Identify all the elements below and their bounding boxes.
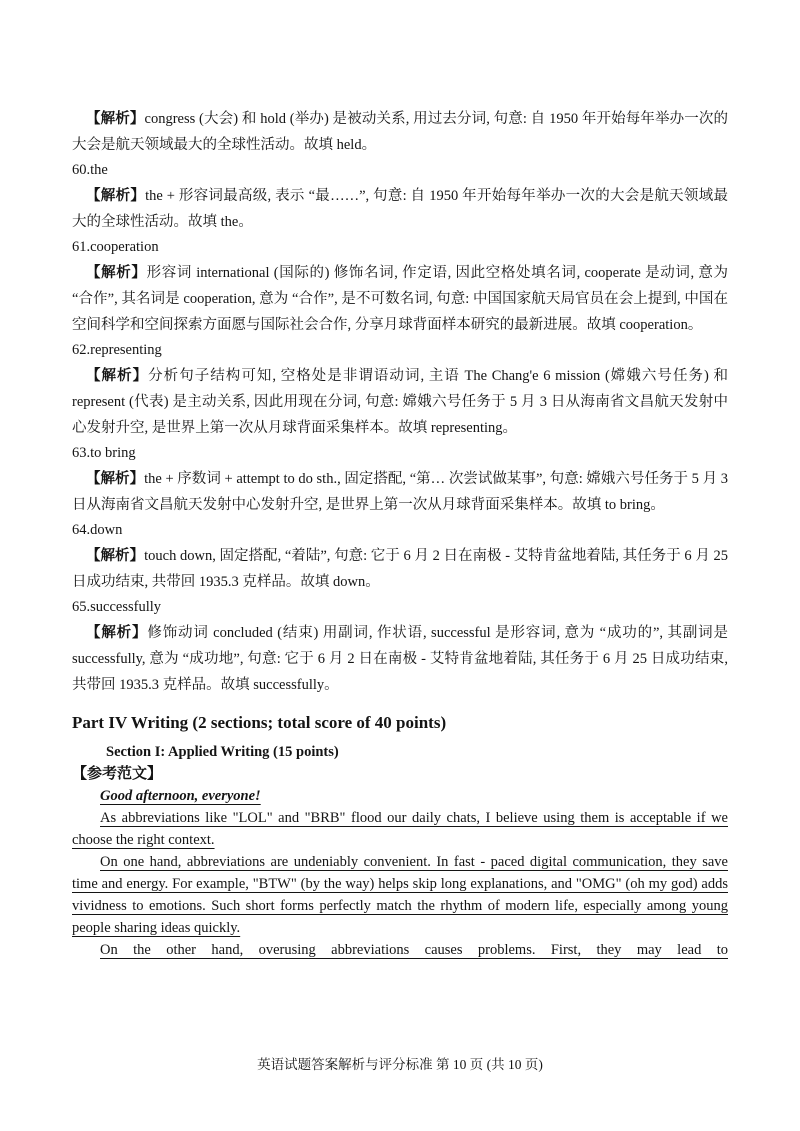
analysis-text: the + 形容词最高级, 表示 “最……”, 句意: 自 1950 年开始每年举办一次的大会是航天领域最大的全球性活动。故填 the。 <box>72 188 728 230</box>
analysis-text: congress (大会) 和 hold (举办) 是被动关系, 用过去分词, 句意: 自 1950 年开始每年举办一次的大会是航天领域最大的全球性活动。故填 held。 <box>72 111 729 153</box>
sample-essay <box>72 785 728 961</box>
essay-paragraph: As abbreviations like "LOL" and "BRB" flood our daily chats, I believe using them is acceptable if we choose the right context. <box>72 810 728 848</box>
essay-paragraph: On the other hand, overusing abbreviations causes problems. First, they may lead to <box>100 942 728 958</box>
answer-label: 60.the <box>72 162 108 178</box>
analysis-text: 分析句子结构可知, 空格处是非谓语动词, 主语 The Chang'e 6 mission (嫦娥六号任务) 和 represent (代表) 是主动关系, 因此用现在分词, 句意: 嫦娥六号任务于 5 月 3 日从海南省文昌航天发射中心发射升空, 是世界上第一次从月球背面采集样本。故填 representing。 <box>72 368 728 436</box>
sample-essay-label: 【参考范文】 <box>72 766 163 782</box>
analysis-text: 形容词 international (国际的) 修饰名词, 作定语, 因此空格处填名词, cooperate 是动词, 意为 “合作”, 其名词是 cooperation, 意为 “合作”, 是不可数名词, 句意: 中国国家航天局官员在会上提到, 中国在空间科学和空间探索方面愿与国际社会合作, 分享月球背面样本研究的最新进展。故填 cooperation。 <box>72 265 729 333</box>
analysis-paragraph <box>72 183 728 235</box>
answer-label: 64.down <box>72 522 123 538</box>
analysis-paragraph <box>72 543 728 595</box>
analysis-text: 修饰动词 concluded (结束) 用副词, 作状语, successful 是形容词, 意为 “成功的”, 其副词是 successfully, 意为 “成功地”, 句意: 它于 6 月 2 日在南极 - 艾特肯盆地着陆, 其任务于 6 月 25 日成功结束, 共带回 1935.3 克样品。故填 successfully。 <box>72 625 728 693</box>
analysis-paragraph <box>72 260 728 338</box>
analysis-tag: 【解析】 <box>86 111 145 127</box>
answer-label: 62.representing <box>72 342 162 358</box>
analysis-text: touch down, 固定搭配, “着陆”, 句意: 它于 6 月 2 日在南极 - 艾特肯盆地着陆, 其任务于 6 月 25 日成功结束, 共带回 1935.3 克样品。故填 down。 <box>72 548 728 590</box>
analysis-tag: 【解析】 <box>86 188 146 204</box>
section-i-heading: Section I: Applied Writing (15 points) <box>106 744 339 760</box>
analysis-tag: 【解析】 <box>86 471 145 487</box>
analysis-text: the + 序数词 + attempt to do sth., 固定搭配, “第… 次尝试做某事”, 句意: 嫦娥六号任务于 5 月 3 日从海南省文昌航天发射中心发射升空, 是世界上第一次从月球背面采集样本。故填 to bring。 <box>72 471 729 513</box>
analysis-tag: 【解析】 <box>86 625 148 641</box>
answer-label: 63.to bring <box>72 445 136 461</box>
answer-label: 65.successfully <box>72 599 161 615</box>
essay-paragraph: On one hand, abbreviations are undeniably convenient. In fast - paced digital communication, they save time and energy. For example, "BTW" (by the way) helps skip long explanations, and "OMG" (oh my god) adds vividness to emotions. Such short forms perfectly match the rhythm of modern life, especially among young people sharing ideas quickly. <box>72 854 728 936</box>
part-iv-heading: Part IV Writing (2 sections; total score of 40 points) <box>72 713 447 732</box>
analysis-tag: 【解析】 <box>86 368 149 384</box>
analysis-tag: 【解析】 <box>86 548 145 564</box>
analysis-paragraph <box>72 363 728 441</box>
analysis-tag: 【解析】 <box>86 265 147 281</box>
answer-label: 61.cooperation <box>72 239 159 255</box>
analysis-paragraph <box>72 106 728 158</box>
analysis-paragraph <box>72 620 728 698</box>
page-footer: 英语试题答案解析与评分标准 第 10 页 (共 10 页) <box>257 1057 543 1072</box>
analysis-paragraph <box>72 466 728 518</box>
essay-greeting: Good afternoon, everyone! <box>100 788 261 804</box>
